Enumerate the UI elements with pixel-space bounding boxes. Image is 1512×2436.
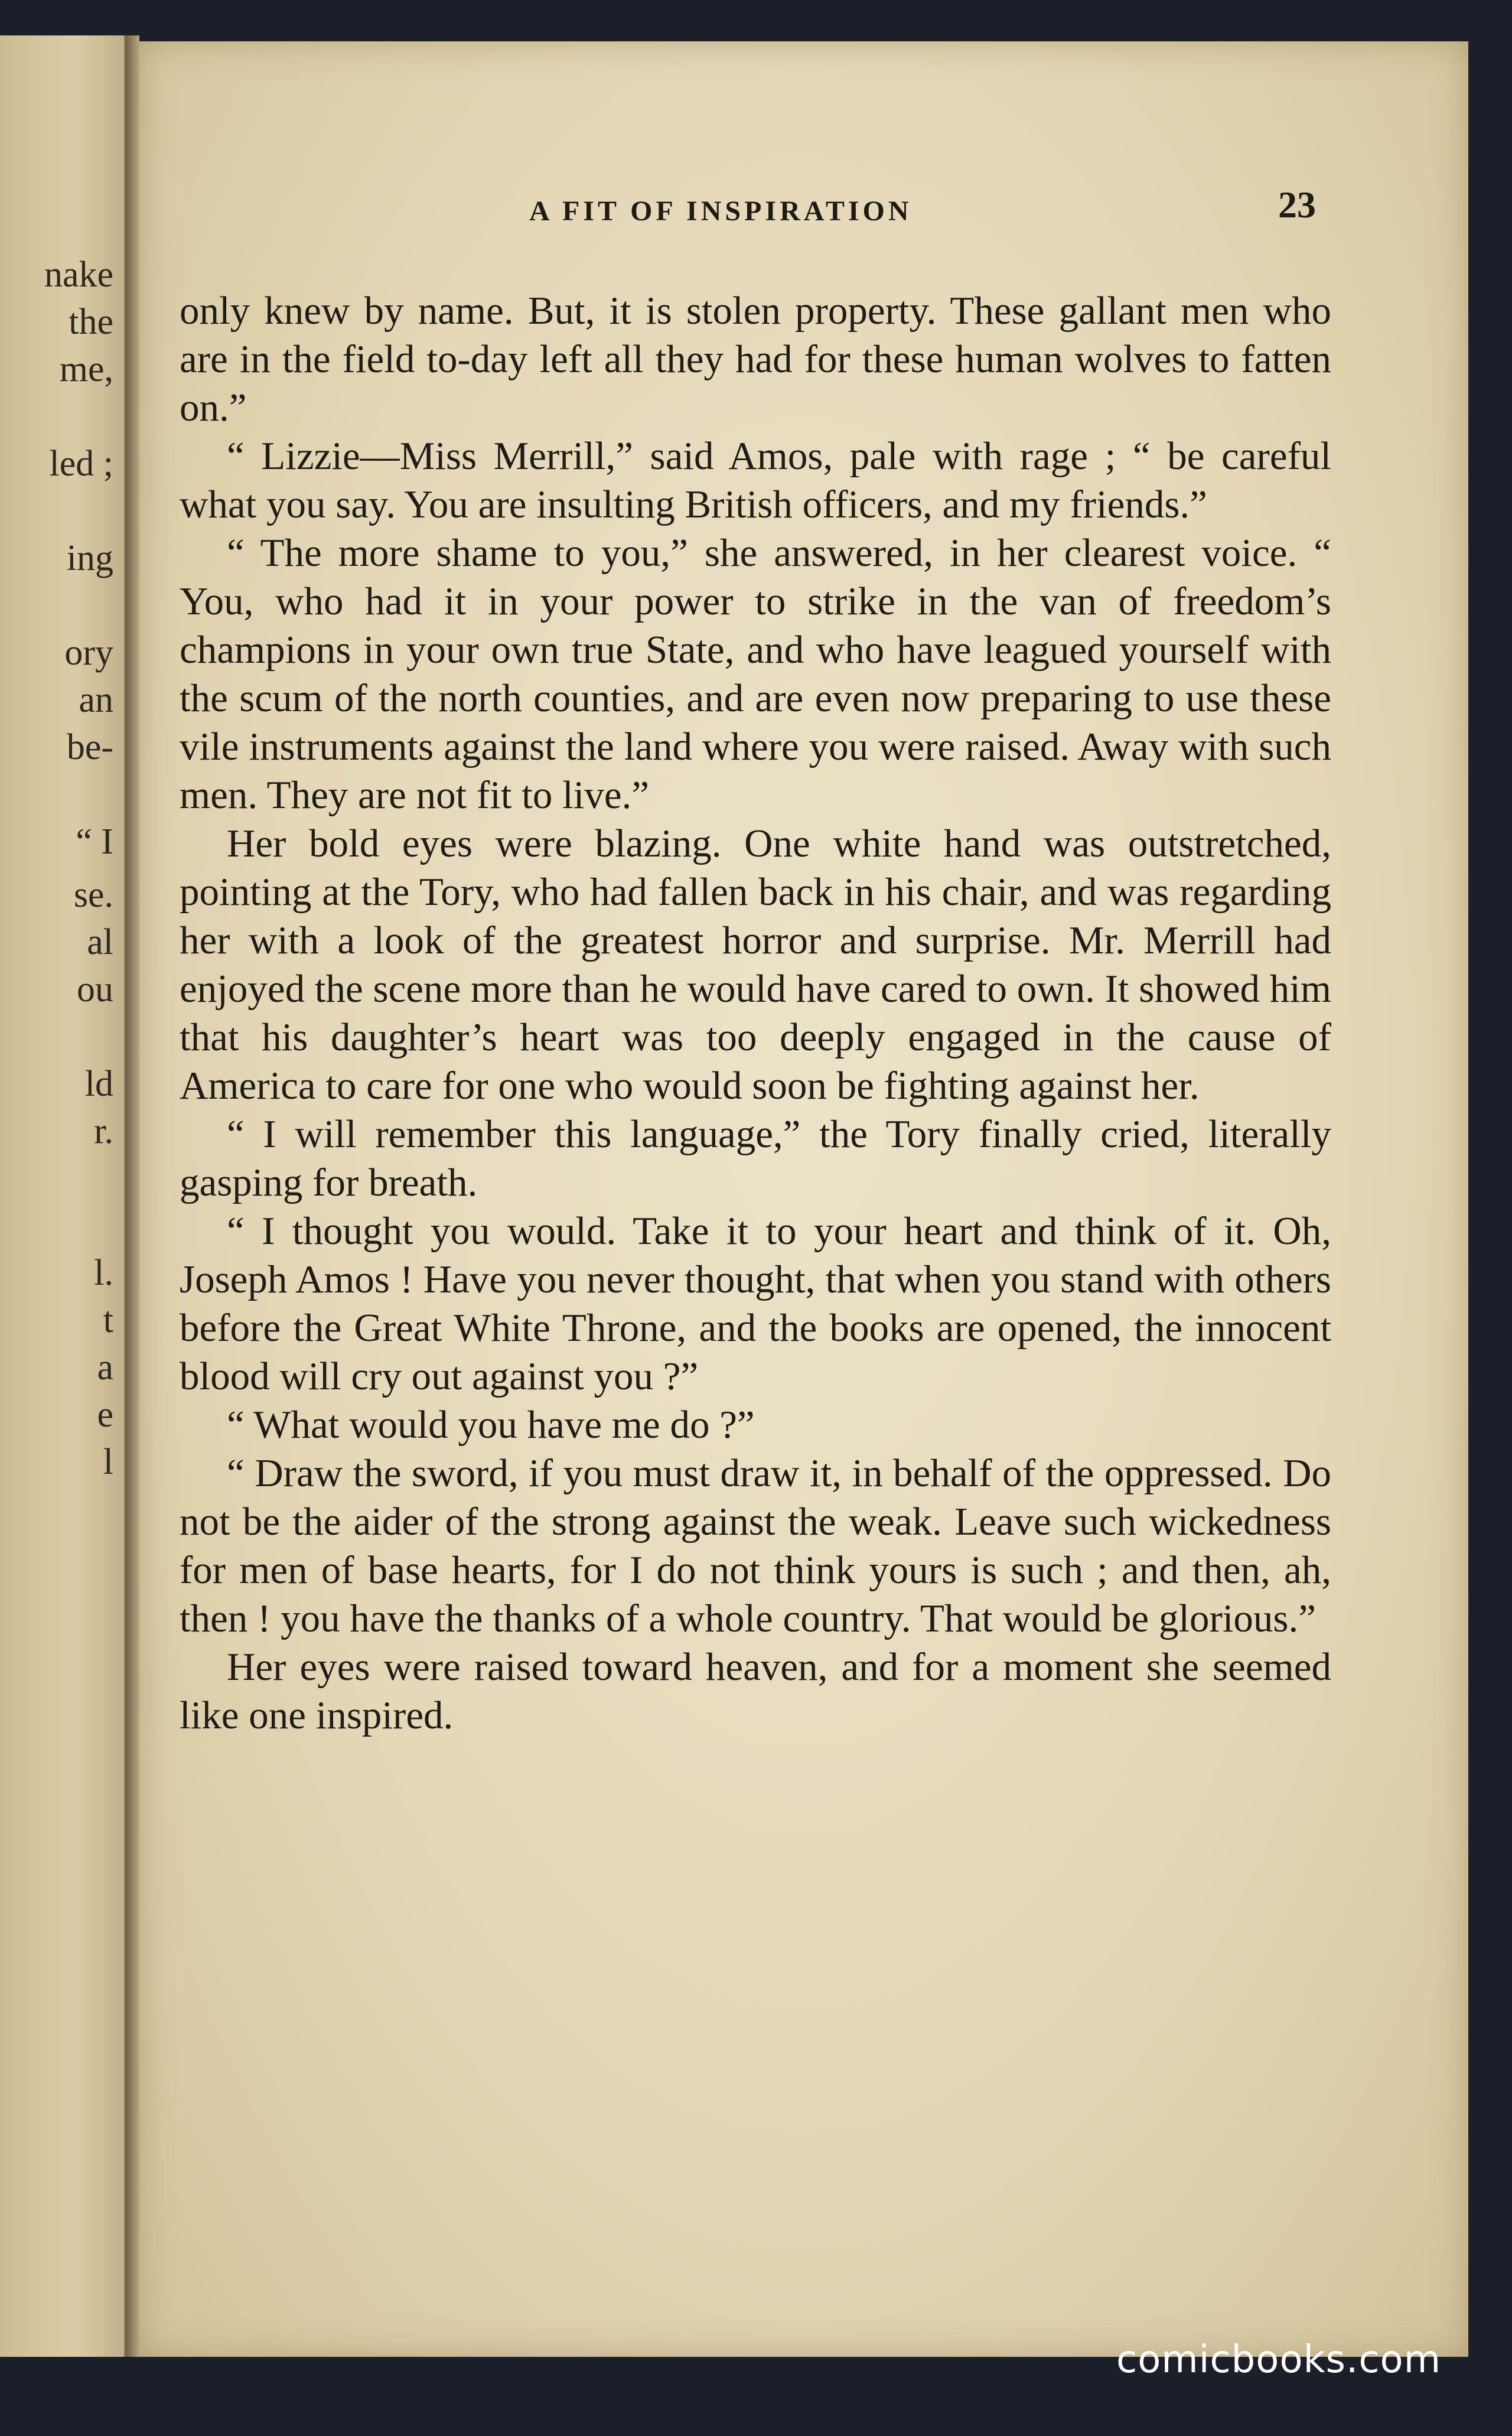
facing-page-fragment: l bbox=[103, 1442, 113, 1482]
paragraph: “ I thought you would. Take it to your heart and think of it. Oh, Joseph Amos ! Have you never thought, that when you stand with others before the Great White Throne, and the books are opened, the innocent blood will cry out against you ?” bbox=[180, 1209, 1331, 1398]
paragraph: Her bold eyes were blazing. One white hand was outstretched, pointing at the Tory, who had fallen back in his chair, and was regarding her with a look of the greatest horror and surprise. Mr. Merrill had enjoyed the scene more than he would have cared to own. It showed him that his daughter’s heart was too deeply engaged in the cause of America to care for one who would soon be fighting against her. bbox=[180, 822, 1331, 1108]
facing-page bbox=[0, 35, 128, 2357]
page-body bbox=[180, 286, 1331, 1740]
facing-page-fragment: led ; bbox=[49, 444, 113, 484]
facing-page-fragment: ou bbox=[77, 969, 113, 1009]
facing-page-fragment: ld bbox=[84, 1064, 113, 1104]
book-page bbox=[139, 41, 1468, 2357]
facing-page-fragment: se. bbox=[73, 875, 113, 915]
page-number: 23 bbox=[1278, 184, 1316, 226]
running-head bbox=[139, 159, 1468, 227]
paragraph: “ What would you have me do ?” bbox=[227, 1403, 755, 1447]
paragraph: “ I will remember this language,” the Tory finally cried, literally gasping for breath. bbox=[180, 1112, 1331, 1204]
facing-page-fragment: a bbox=[97, 1347, 113, 1388]
facing-page-fragment: “ I bbox=[76, 822, 113, 862]
facing-page-fragment: me, bbox=[59, 349, 113, 389]
paragraph: only knew by name. But, it is stolen property. These gallant men who are in the field to-day left all they had for these human wolves to fatten on.” bbox=[180, 289, 1331, 429]
facing-page-fragment: al bbox=[87, 922, 113, 962]
facing-page-fragment: r. bbox=[94, 1111, 113, 1151]
paragraph: “ Lizzie—Miss Merrill,” said Amos, pale with rage ; “ be careful what you say. You are insulting British officers, and my friends.” bbox=[180, 434, 1331, 526]
paragraph: “ Draw the sword, if you must draw it, in behalf of the oppressed. Do not be the aider of the strong against the weak. Leave such wickedness for men of base hearts, for I do not think yours is such ; and then, ah, then ! you have the thanks of a whole country. That would be glorious.” bbox=[180, 1451, 1331, 1640]
facing-page-fragment: the bbox=[69, 302, 113, 342]
paragraph: “ The more shame to you,” she answered, in her clearest voice. “ You, who had it in your power to strike in the van of freedom’s champions in your own true State, and who have leagued yourself with the scum of the north counties, and are even now preparing to use these vile instruments against the land where you were raised. Away with such men. They are not fit to live.” bbox=[180, 531, 1331, 817]
chapter-title: A FIT OF INSPIRATION bbox=[529, 196, 913, 227]
facing-page-fragment: e bbox=[97, 1395, 113, 1435]
facing-page-fragment: ory bbox=[64, 633, 113, 673]
facing-page-fragment: nake bbox=[44, 255, 113, 295]
paragraph: Her eyes were raised toward heaven, and for a moment she seemed like one inspired. bbox=[180, 1645, 1331, 1737]
facing-page-fragment: be- bbox=[66, 727, 113, 767]
site-watermark: comicbooks.com bbox=[1116, 2338, 1442, 2382]
facing-page-fragment: ing bbox=[66, 538, 113, 578]
facing-page-fragment: t bbox=[103, 1300, 113, 1340]
facing-page-fragment: l. bbox=[94, 1253, 113, 1293]
facing-page-fragment: an bbox=[79, 680, 113, 720]
book-gutter bbox=[125, 35, 139, 2357]
